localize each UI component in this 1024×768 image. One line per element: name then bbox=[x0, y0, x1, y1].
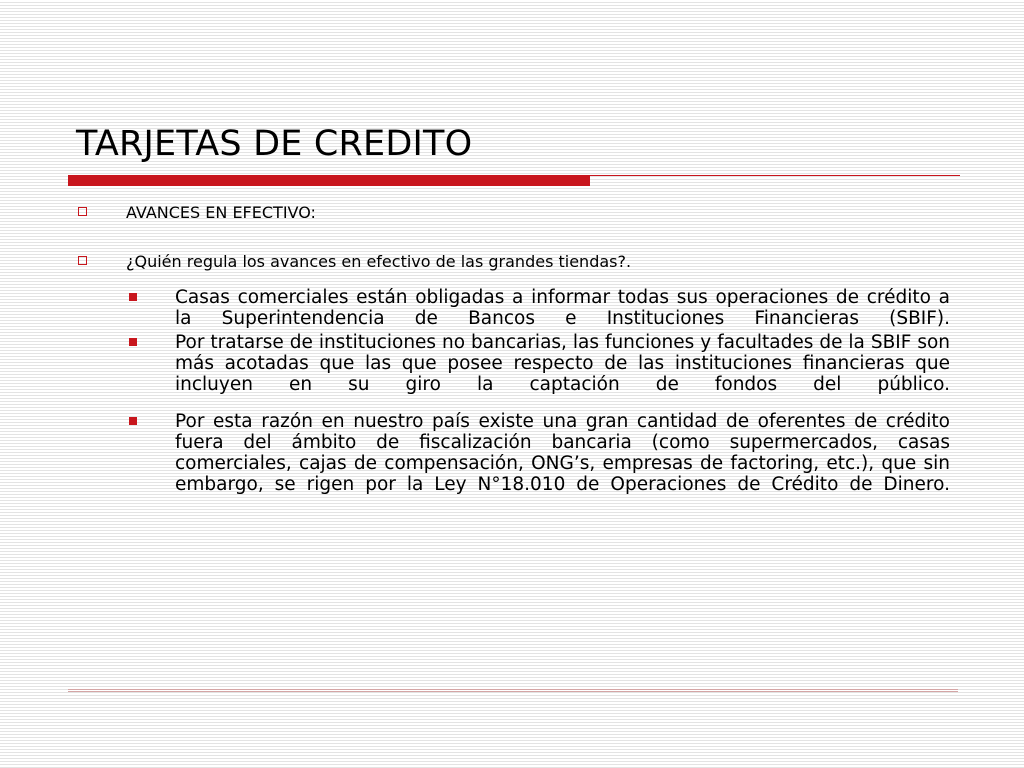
sub-bullet-text: Casas comerciales están obligadas a informar todas sus operaciones de crédito a la Superintendencia de Bancos e Instituciones Financieras (SBIF). bbox=[175, 287, 950, 329]
sub-bullet-casas-comerciales bbox=[126, 287, 950, 329]
sub-bullet-text: Por esta razón en nuestro país existe una gran cantidad de oferentes de crédito fuera del ámbito de fiscalización bancaria (como supermercados, casas comerciales, cajas de compensación, ONG’s, empresas de factoring, etc.), que sin embargo, se rigen por la Ley N°18.010 de Operaciones de Crédito de Dinero. bbox=[175, 411, 950, 495]
solid-square-bullet-icon bbox=[129, 293, 137, 301]
footer-divider bbox=[68, 689, 958, 692]
hollow-square-bullet-icon bbox=[78, 207, 87, 216]
sub-bullet-text: Por tratarse de instituciones no bancarias, las funciones y facultades de la SBIF son más acotadas que las que posee respecto de las instituciones financieras que incluyen en su giro la captación de fondos del público. bbox=[175, 332, 950, 395]
title-underline-thick bbox=[68, 176, 590, 186]
solid-square-bullet-icon bbox=[129, 417, 137, 425]
slide-content bbox=[76, 203, 952, 495]
bullet-text: ¿Quién regula los avances en efectivo de las grandes tiendas?. bbox=[126, 252, 632, 271]
bullet-quien-regula bbox=[76, 252, 952, 272]
title-underline bbox=[68, 174, 960, 186]
sub-bullet-list bbox=[126, 287, 952, 495]
bullet-text: AVANCES EN EFECTIVO: bbox=[126, 203, 316, 222]
hollow-square-bullet-icon bbox=[78, 256, 87, 265]
slide-title: TARJETAS DE CREDITO bbox=[76, 124, 473, 164]
sub-bullet-instituciones-no-bancarias bbox=[126, 332, 950, 395]
bullet-avances-en-efectivo bbox=[76, 203, 952, 223]
sub-bullet-oferentes-de-credito bbox=[126, 411, 950, 495]
solid-square-bullet-icon bbox=[129, 338, 137, 346]
